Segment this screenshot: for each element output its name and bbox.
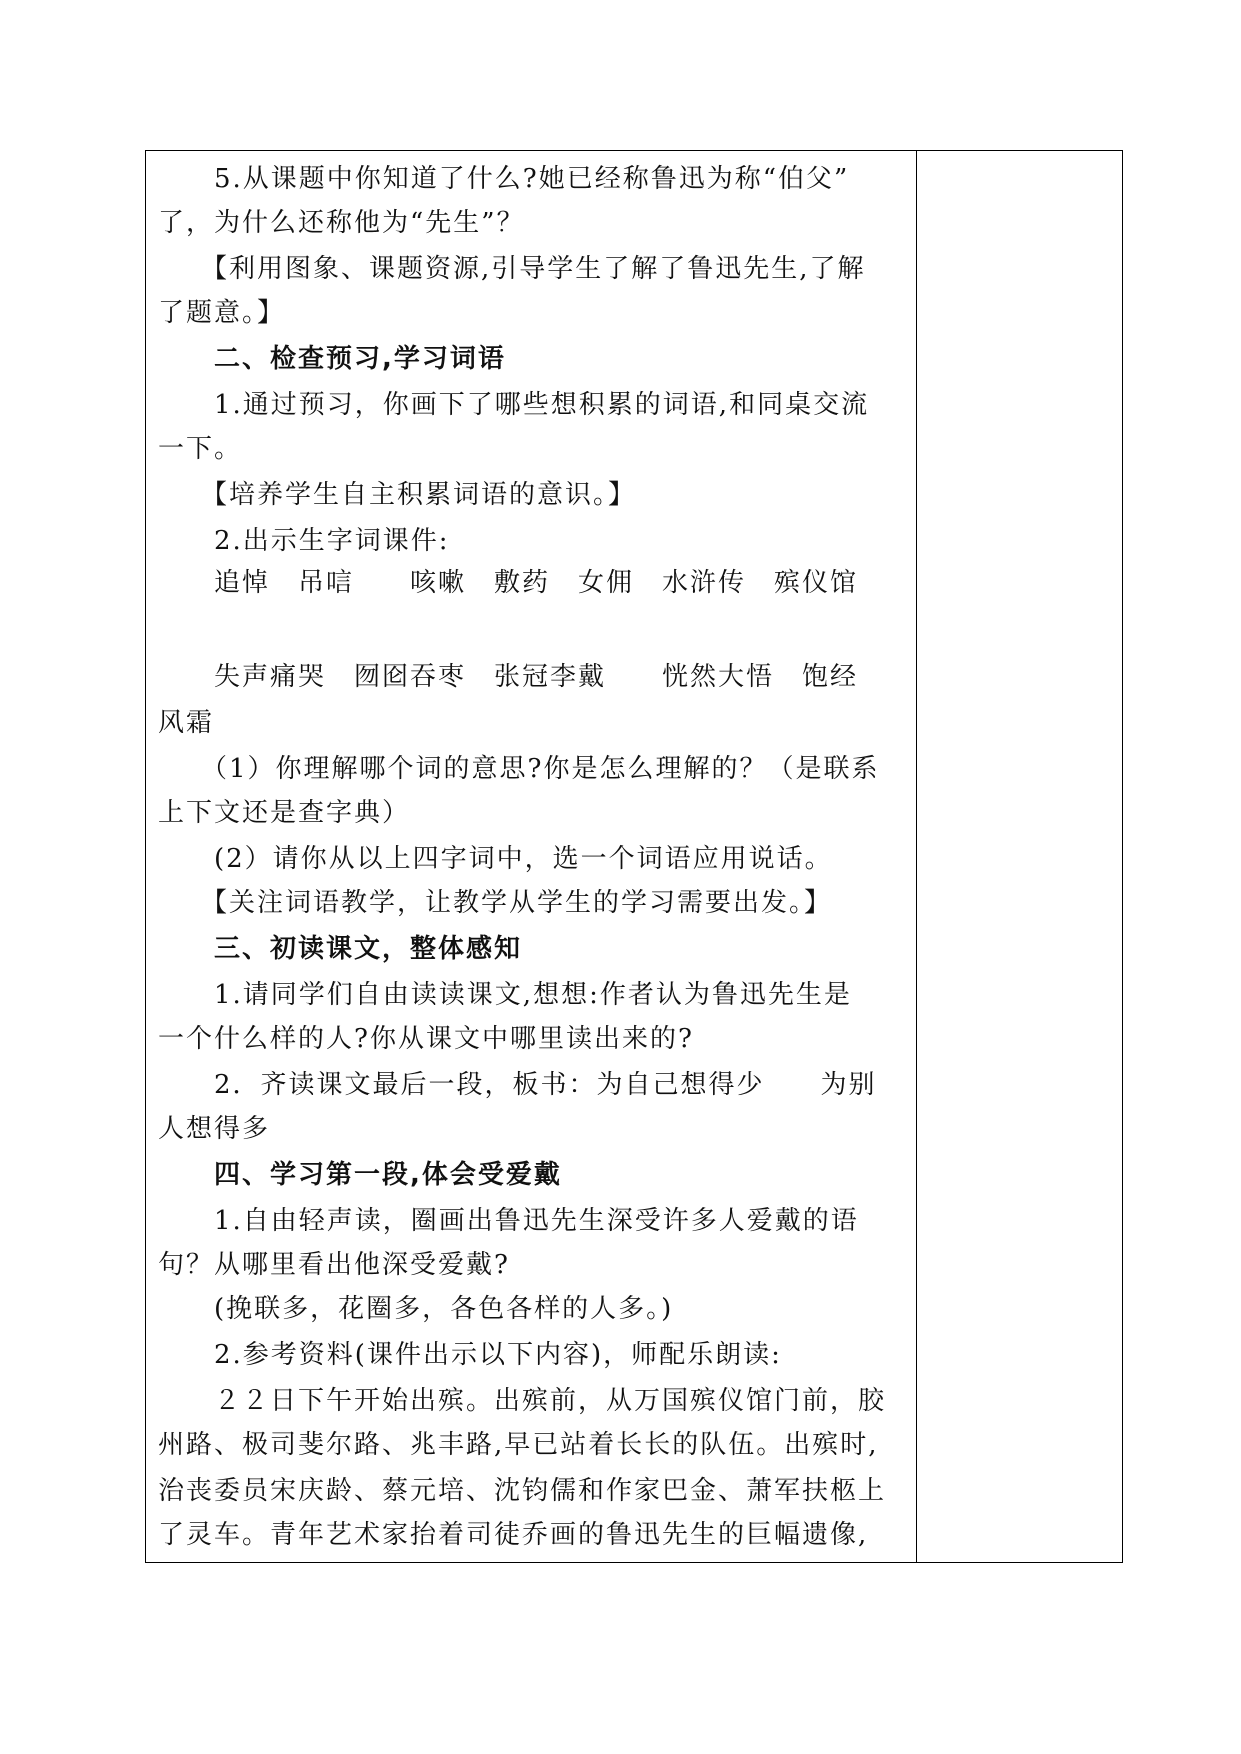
text-line: 风霜 bbox=[158, 708, 215, 738]
column-divider bbox=[916, 151, 917, 1562]
text-line: 【培养学生自主积累词语的意识。】 bbox=[158, 480, 637, 510]
text-line: 【利用图象、课题资源,引导学生了解了鲁迅先生,了解 bbox=[158, 254, 866, 284]
lesson-plan-table bbox=[145, 150, 1123, 1563]
text-line: 治丧委员宋庆龄、蔡元培、沈钧儒和作家巴金、萧军扶柩上 bbox=[158, 1476, 887, 1506]
text-line: 了灵车。青年艺术家抬着司徒乔画的鲁迅先生的巨幅遗像, bbox=[158, 1520, 869, 1550]
text-line: 了，为什么还称他为“先生”？ bbox=[158, 208, 525, 238]
text-line: 人想得多 bbox=[158, 1114, 271, 1144]
text-line: 2.出示生字词课件: bbox=[158, 526, 450, 556]
text-line: 【关注词语教学，让教学从学生的学习需要出发。】 bbox=[158, 888, 833, 918]
notes-column-cell bbox=[918, 151, 1122, 1562]
text-line: 1.通过预习，你画下了哪些想积累的词语,和同桌交流 bbox=[158, 390, 870, 420]
text-line: 句？从哪里看出他深受爱戴? bbox=[158, 1250, 510, 1280]
text-line: （1）你理解哪个词的意思?你是怎么理解的？（是联系 bbox=[158, 754, 880, 784]
section-heading-3: 三、初读课文，整体感知 bbox=[158, 934, 523, 964]
text-line: 5.从课题中你知道了什么?她已经称鲁迅为称“伯父” bbox=[158, 164, 850, 194]
text-line: 2．齐读课文最后一段，板书：为自己想得少 为别 bbox=[158, 1070, 877, 1100]
section-heading-2: 二、检查预习,学习词语 bbox=[158, 344, 506, 374]
vocabulary-row-2: 失声痛哭 囫囵吞枣 张冠李戴 恍然大悟 饱经 bbox=[158, 662, 859, 692]
text-line: 2.参考资料(课件出示以下内容)，师配乐朗读: bbox=[158, 1340, 782, 1370]
text-line: 1.自由轻声读，圈画出鲁迅先生深受许多人爱戴的语 bbox=[158, 1206, 859, 1236]
text-line: 1.请同学们自由读读课文,想想:作者认为鲁迅先生是 bbox=[158, 980, 852, 1010]
text-line: 州路、极司斐尔路、兆丰路,早已站着长长的队伍。出殡时, bbox=[158, 1430, 879, 1460]
vocabulary-row-1: 追悼 吊唁 咳嗽 敷药 女佣 水浒传 殡仪馆 bbox=[158, 568, 859, 598]
section-heading-4: 四、学习第一段,体会受爱戴 bbox=[158, 1160, 562, 1190]
text-line: (挽联多，花圈多，各色各样的人多。) bbox=[158, 1294, 674, 1324]
text-line: (2）请你从以上四字词中，选一个词语应用说话。 bbox=[158, 844, 833, 874]
text-line: 了题意。】 bbox=[158, 298, 286, 328]
text-line: ２２日下午开始出殡。出殡前，从万国殡仪馆门前，胶 bbox=[158, 1386, 887, 1416]
text-line: 一下。 bbox=[158, 434, 243, 464]
text-line: 上下文还是查字典） bbox=[158, 798, 411, 828]
text-line: 一个什么样的人?你从课文中哪里读出来的? bbox=[158, 1024, 694, 1054]
